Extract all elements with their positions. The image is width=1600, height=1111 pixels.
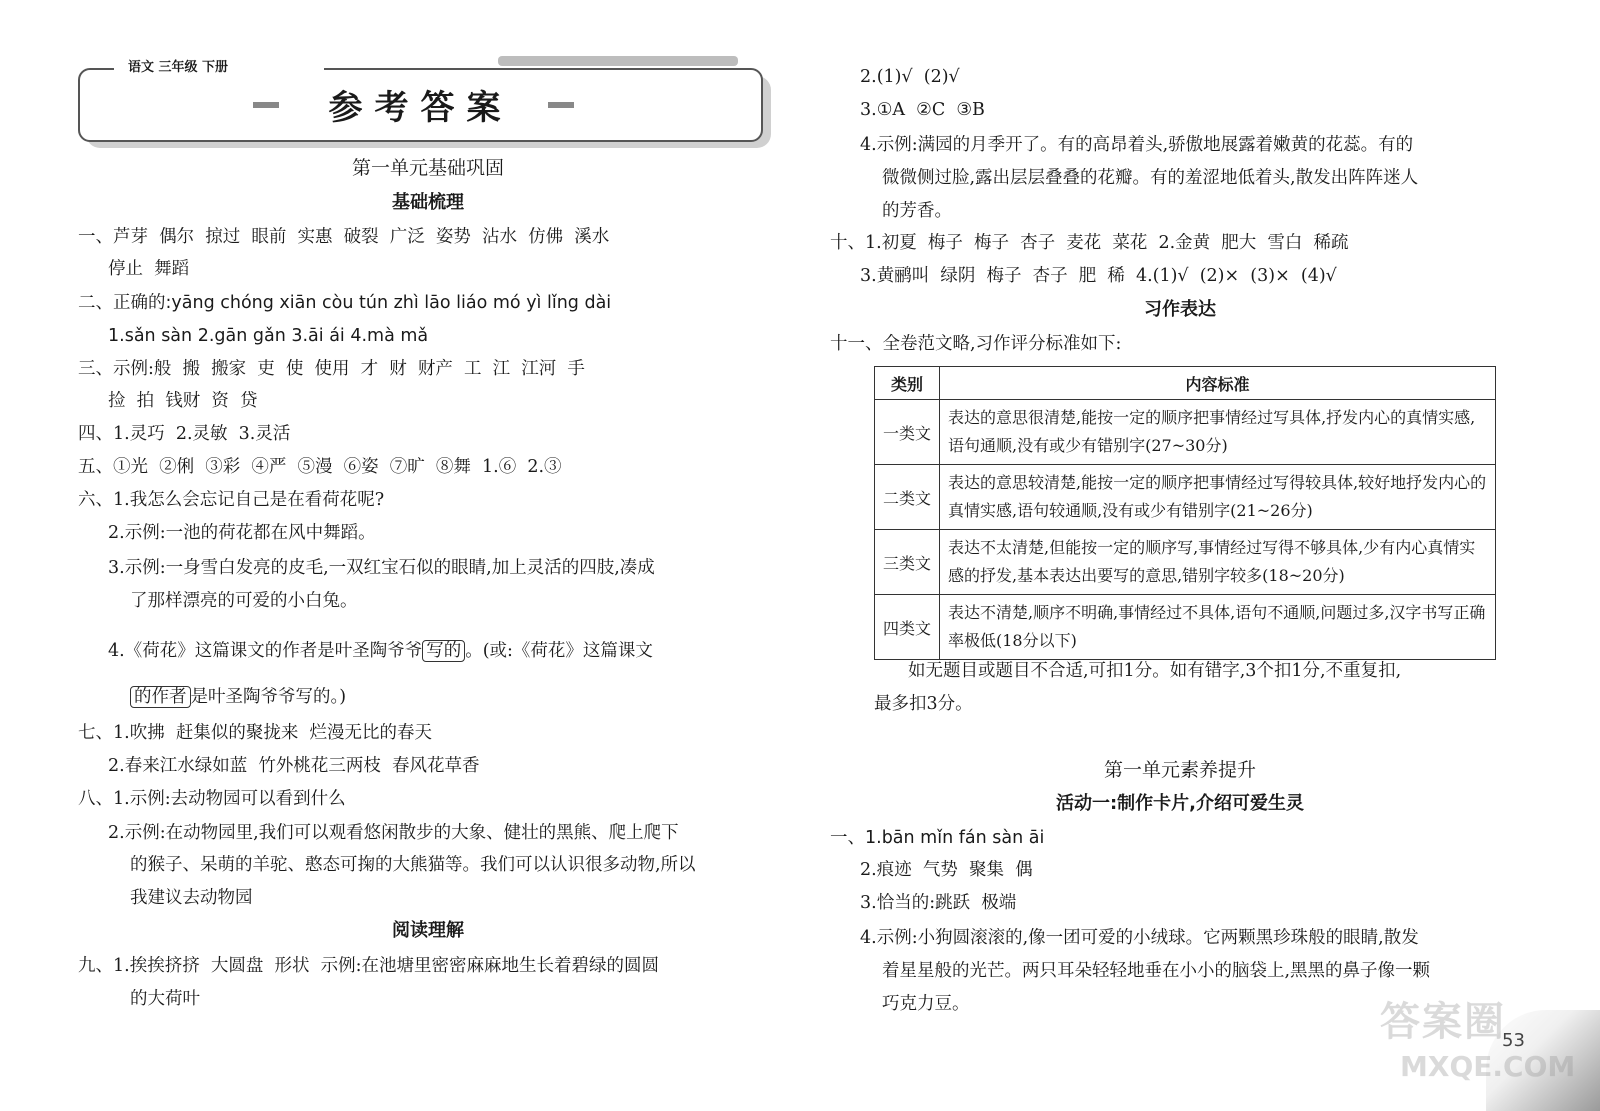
table-header-row bbox=[875, 367, 1496, 400]
table-header-cell: 类别 bbox=[875, 367, 940, 400]
table-cell-criteria: 表达的意思较清楚,能按一定的顺序把事情经过写得较具体,较好地抒发内心的真情实感,语句较通顺,没有或少有错别字(21~26分) bbox=[940, 465, 1496, 530]
edit-mark-box: 的作者 bbox=[130, 686, 191, 708]
answer-line: 2.(1)√ (2)√ bbox=[860, 67, 960, 87]
answer-line: 微微侧过脸,露出层层叠叠的花瓣。有的羞涩地低着头,散发出阵阵迷人 bbox=[882, 168, 1419, 188]
edit-mark-box: 写的 bbox=[422, 640, 465, 662]
answer-line: 3.①A ②C ③B bbox=[860, 100, 985, 120]
answer-line: 2.示例:一池的荷花都在风中舞蹈。 bbox=[108, 523, 376, 543]
answer-line: 停止 舞蹈 bbox=[108, 259, 190, 279]
answer-line: 一、芦芽 偶尔 掠过 眼前 实惠 破裂 广泛 姿势 沾水 仿佛 溪水 bbox=[78, 227, 610, 247]
answer-line: 4.示例:满园的月季开了。有的高昂着头,骄傲地展露着嫩黄的花蕊。有的 bbox=[860, 135, 1414, 155]
answer-line: 的猴子、呆萌的羊驼、憨态可掬的大熊猫等。我们可以认识很多动物,所以 bbox=[130, 855, 696, 875]
table-header-cell: 内容标准 bbox=[940, 367, 1496, 400]
table-cell-criteria: 表达的意思很清楚,能按一定的顺序把事情经过写具体,抒发内心的真情实感,语句通顺,没有或少有错别字(27~30分) bbox=[940, 400, 1496, 465]
answer-banner bbox=[78, 60, 763, 142]
table-cell-category: 二类文 bbox=[875, 465, 940, 530]
answer-line: 我建议去动物园 bbox=[130, 888, 253, 908]
table-row bbox=[875, 530, 1496, 595]
answer-line: 了那样漂亮的可爱的小白兔。 bbox=[130, 591, 358, 611]
answer-text: 。(或:《荷花》这篇课文 bbox=[465, 641, 653, 661]
answer-line: 4.示例:小狗圆滚滚的,像一团可爱的小绒球。它两颗黑珍珠般的眼睛,散发 bbox=[860, 928, 1419, 948]
answer-line: 五、①光 ②俐 ③彩 ④严 ⑤漫 ⑥姿 ⑦旷 ⑧舞 1.⑥ 2.③ bbox=[78, 457, 562, 477]
answer-line: 三、示例:般 搬 搬家 吏 使 使用 才 财 财产 工 江 江河 手 bbox=[78, 359, 585, 379]
answer-line: 四、1.灵巧 2.灵敏 3.灵活 bbox=[78, 424, 291, 444]
answer-line: 的芳香。 bbox=[882, 201, 952, 221]
answer-text: 4.《荷花》这篇课文的作者是叶圣陶爷爷 bbox=[108, 641, 423, 661]
answer-line: 八、1.示例:去动物园可以看到什么 bbox=[78, 789, 346, 809]
grading-table bbox=[874, 366, 1496, 660]
answer-line: 二、正确的:yāng chóng xiān còu tún zhì lāo liáo mó yì lǐng dài bbox=[78, 293, 612, 313]
answer-line bbox=[130, 684, 346, 710]
answer-line: 一、1.bān mǐn fán sàn āi bbox=[830, 828, 1045, 848]
section-title: 第一单元基础巩固 bbox=[351, 157, 504, 179]
table-cell-category: 三类文 bbox=[875, 530, 940, 595]
answer-line: 最多扣3分。 bbox=[874, 694, 973, 714]
banner-bar bbox=[498, 56, 738, 66]
answer-line: 十、1.初夏 梅子 梅子 杏子 麦花 菜花 2.金黄 肥大 雪白 稀疏 bbox=[830, 233, 1349, 253]
subsection-title: 习作表达 bbox=[1144, 299, 1216, 320]
table-row bbox=[875, 465, 1496, 530]
subsection-title: 基础梳理 bbox=[392, 192, 464, 213]
answer-line: 2.示例:在动物园里,我们可以观看悠闲散步的大象、健壮的黑熊、爬上爬下 bbox=[108, 823, 679, 843]
answer-line: 如无题目或题目不合适,可扣1分。如有错字,3个扣1分,不重复扣, bbox=[908, 661, 1402, 681]
answer-line: 六、1.我怎么会忘记自己是在看荷花呢? bbox=[78, 490, 385, 510]
page-number: 53 bbox=[1502, 1030, 1525, 1051]
table-cell-category: 四类文 bbox=[875, 595, 940, 660]
book-meta: 语文 三年级 下册 bbox=[128, 60, 229, 75]
table-cell-category: 一类文 bbox=[875, 400, 940, 465]
answer-line: 3.黄鹂叫 绿阴 梅子 杏子 肥 稀 4.(1)√ (2)× (3)× (4)√ bbox=[860, 266, 1337, 286]
page-title: 参考答案 bbox=[328, 88, 513, 128]
answer-line: 七、1.吹拂 赶集似的聚拢来 烂漫无比的春天 bbox=[78, 723, 432, 743]
answer-line: 九、1.挨挨挤挤 大圆盘 形状 示例:在池塘里密密麻麻地生长着碧绿的圆圆 bbox=[78, 956, 659, 976]
answer-line: 巧克力豆。 bbox=[882, 994, 970, 1014]
table-row bbox=[875, 400, 1496, 465]
table-cell-criteria: 表达不清楚,顺序不明确,事情经过不具体,语句不通顺,问题过多,汉字书写正确率极低(18分以下) bbox=[940, 595, 1496, 660]
section-title: 第一单元素养提升 bbox=[1103, 759, 1256, 781]
table-row bbox=[875, 595, 1496, 660]
answer-line: 3.恰当的:跳跃 极端 bbox=[860, 893, 1017, 913]
subsection-title: 活动一:制作卡片,介绍可爱生灵 bbox=[1055, 793, 1305, 814]
answer-line: 3.示例:一身雪白发亮的皮毛,一双红宝石似的眼睛,加上灵活的四肢,凑成 bbox=[108, 558, 655, 578]
answer-line: 着星星般的光芒。两只耳朵轻轻地垂在小小的脑袋上,黑黑的鼻子像一颗 bbox=[882, 961, 1431, 981]
answer-line: 2.春来江水绿如蓝 竹外桃花三两枝 春风花草香 bbox=[108, 756, 480, 776]
answer-line: 的大荷叶 bbox=[130, 989, 200, 1009]
watermark-url: MXQE.COM bbox=[1400, 1050, 1576, 1083]
answer-line: 十一、全卷范文略,习作评分标准如下: bbox=[830, 334, 1122, 354]
subsection-title: 阅读理解 bbox=[392, 920, 464, 941]
answer-line: 捡 拍 钱财 资 贷 bbox=[108, 391, 258, 411]
watermark-logo: 答案圈 bbox=[1380, 999, 1506, 1045]
answer-line bbox=[108, 638, 653, 664]
answer-text: 是叶圣陶爷爷写的。) bbox=[190, 687, 347, 707]
table-cell-criteria: 表达不太清楚,但能按一定的顺序写,事情经过写得不够具体,少有内心真情实感的抒发,基本表达出要写的意思,错别字较多(18~20分) bbox=[940, 530, 1496, 595]
answer-line: 1.sǎn sàn 2.gān gǎn 3.āi ái 4.mà mǎ bbox=[108, 326, 429, 346]
answer-line: 2.痕迹 气势 聚集 偶 bbox=[860, 860, 1033, 880]
